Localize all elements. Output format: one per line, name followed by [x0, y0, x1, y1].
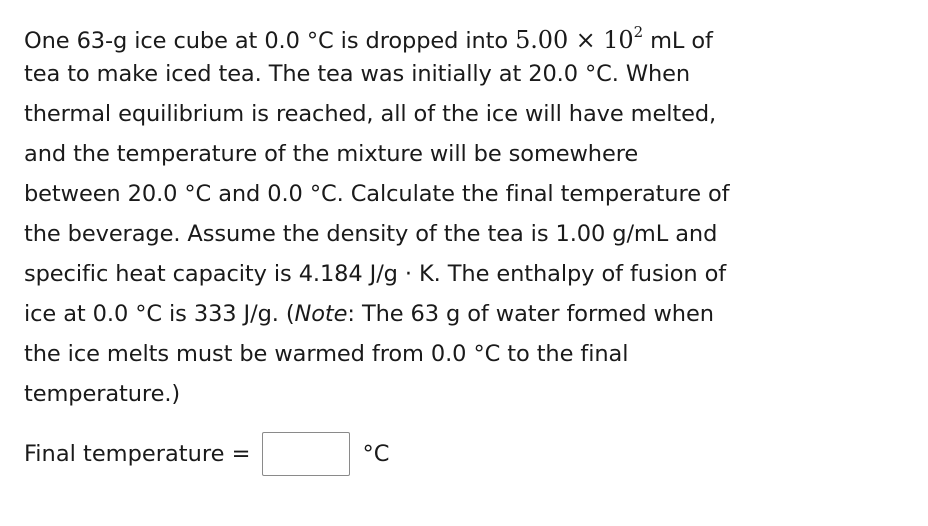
- volume-mantissa: 5.00 × 10: [515, 26, 634, 54]
- question-line-10: temperature.): [24, 381, 181, 407]
- question-line-8-pre: ice at 0.0 °C is 333 J/g. (: [24, 301, 295, 327]
- final-temperature-input[interactable]: [262, 432, 350, 476]
- question-line-3: thermal equilibrium is reached, all of the ice will have melted,: [24, 101, 717, 127]
- answer-unit: °C: [362, 441, 390, 467]
- question-line-5: between 20.0 °C and 0.0 °C. Calculate the final temperature of: [24, 181, 730, 207]
- question-line-1-post: mL of: [643, 28, 713, 54]
- question-line-1-pre: One 63-g ice cube at 0.0 °C is dropped into: [24, 28, 516, 54]
- question-line-7: specific heat capacity is 4.184 J/g · K. The enthalpy of fusion of: [24, 261, 727, 287]
- volume-math: [515, 23, 644, 54]
- answer-row: [24, 430, 389, 478]
- question-line-2: tea to make iced tea. The tea was initially at 20.0 °C. When: [24, 61, 691, 87]
- question-text: [24, 14, 904, 414]
- note-label: Note: [294, 301, 348, 327]
- question-line-1: [24, 14, 904, 54]
- question-line-8-post: : The 63 g of water formed when: [347, 301, 714, 327]
- question-line-6: the beverage. Assume the density of the tea is 1.00 g/mL and: [24, 221, 718, 247]
- question-line-4: and the temperature of the mixture will be somewhere: [24, 141, 639, 167]
- question-line-8: [24, 294, 904, 334]
- volume-exponent: 2: [633, 23, 644, 41]
- answer-label: Final temperature =: [24, 441, 251, 467]
- question-line-9: the ice melts must be warmed from 0.0 °C to the final: [24, 341, 629, 367]
